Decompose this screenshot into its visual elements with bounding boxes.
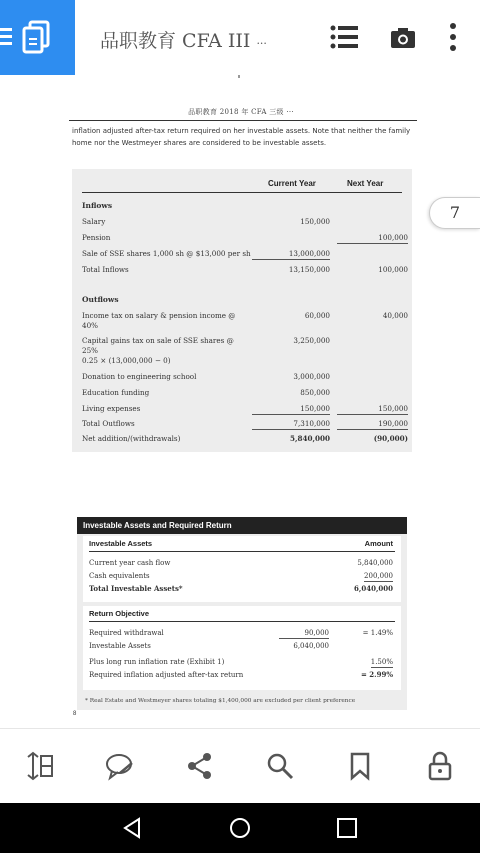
- bottom-toolbar: [0, 728, 480, 803]
- assets-subheader: Investable Assets Amount: [89, 536, 395, 552]
- list-icon[interactable]: [330, 24, 358, 50]
- cash-flow-table: [72, 169, 412, 452]
- table-row: 0.25 × (13,000,000 − 0): [82, 356, 171, 365]
- col-amount: Amount: [364, 539, 393, 548]
- lock-icon[interactable]: [425, 751, 455, 781]
- title-text: 品职教育 CFA III: [100, 30, 251, 52]
- search-icon[interactable]: [265, 751, 295, 781]
- table-row: Living expenses 150,000 150,000: [82, 404, 408, 413]
- pdf-page: [62, 107, 420, 704]
- system-nav-bar: [0, 803, 480, 853]
- table-row: Donation to engineering school 3,000,000: [82, 372, 330, 381]
- table-row: Investable Assets 6,040,000: [89, 642, 329, 650]
- menu-button[interactable]: [0, 0, 75, 75]
- share-icon[interactable]: [185, 751, 215, 781]
- menu-icon: [0, 28, 12, 49]
- table-row: Total Inflows 13,150,000 100,000: [82, 265, 408, 274]
- table-row: Sale of SSE shares 1,000 sh @ $13,000 per sh 13,000,000: [82, 249, 330, 258]
- document-title: [100, 26, 267, 53]
- table-row: Pension 100,000: [82, 233, 408, 242]
- more-vert-icon[interactable]: [448, 22, 458, 52]
- table-title: Investable Assets and Required Return: [77, 517, 407, 534]
- page-indicator-badge[interactable]: 7: [429, 197, 480, 229]
- comment-icon[interactable]: [105, 751, 135, 781]
- table-row: Total Outflows 7,310,000 190,000: [82, 419, 408, 428]
- bookmark-icon[interactable]: [345, 751, 375, 781]
- table-row: Education funding 850,000: [82, 388, 330, 397]
- investable-assets-table: [77, 517, 407, 710]
- table-row: Total Investable Assets* 6,040,000: [89, 584, 393, 593]
- table-row: Net addition/(withdrawals) 5,840,000 (90,000): [82, 434, 408, 443]
- table-row: Required withdrawal 90,000 = 1.49%: [89, 629, 393, 637]
- outflows-heading: Outflows: [82, 295, 119, 304]
- table-row: Current year cash flow 5,840,000: [89, 559, 393, 567]
- return-subheader: Return Objective: [89, 606, 395, 622]
- page-divider: [238, 75, 240, 78]
- col-next-year: Next Year: [347, 179, 384, 188]
- home-icon[interactable]: [228, 816, 252, 840]
- table-row: Capital gains tax on sale of SSE shares @ 25% 3,250,000: [82, 336, 330, 355]
- table-row: Salary 150,000: [82, 217, 330, 226]
- table-row: Required inflation adjusted after-tax return = 2.99%: [89, 670, 393, 679]
- table-footnote: * Real Estate and Westmeyer shares totaling $1,400,000 are excluded per client preference: [85, 698, 356, 704]
- document-viewer[interactable]: [0, 75, 480, 715]
- recents-icon[interactable]: [335, 816, 359, 840]
- table-row: Cash equivalents 200,000: [89, 572, 393, 580]
- table-row: Plus long run inflation rate (Exhibit 1) 1.50%: [89, 658, 393, 666]
- read-mode-icon[interactable]: [25, 751, 55, 781]
- document-icon: [22, 20, 52, 54]
- back-icon[interactable]: [120, 816, 144, 840]
- page-number: 8: [73, 711, 77, 717]
- intro-paragraph: inflation adjusted after-tax return required on her investable assets. Note that neither the family home nor the Westmeyer shares are considered to be investable assets.: [72, 127, 411, 147]
- page-header: 品职教育 2018 年 CFA 三级 ···: [188, 108, 294, 116]
- header-rule: [69, 120, 417, 121]
- col-current-year: Current Year: [268, 179, 316, 188]
- inflows-heading: Inflows: [82, 201, 113, 210]
- title-ellipsis: ···: [256, 37, 267, 50]
- assets-section: [83, 536, 401, 602]
- return-section: [83, 606, 401, 690]
- table-row: Income tax on salary & pension income @ 40% 60,000 40,000: [82, 311, 408, 330]
- table-header: [82, 175, 402, 193]
- camera-icon[interactable]: [390, 27, 416, 49]
- top-app-bar: [0, 0, 480, 75]
